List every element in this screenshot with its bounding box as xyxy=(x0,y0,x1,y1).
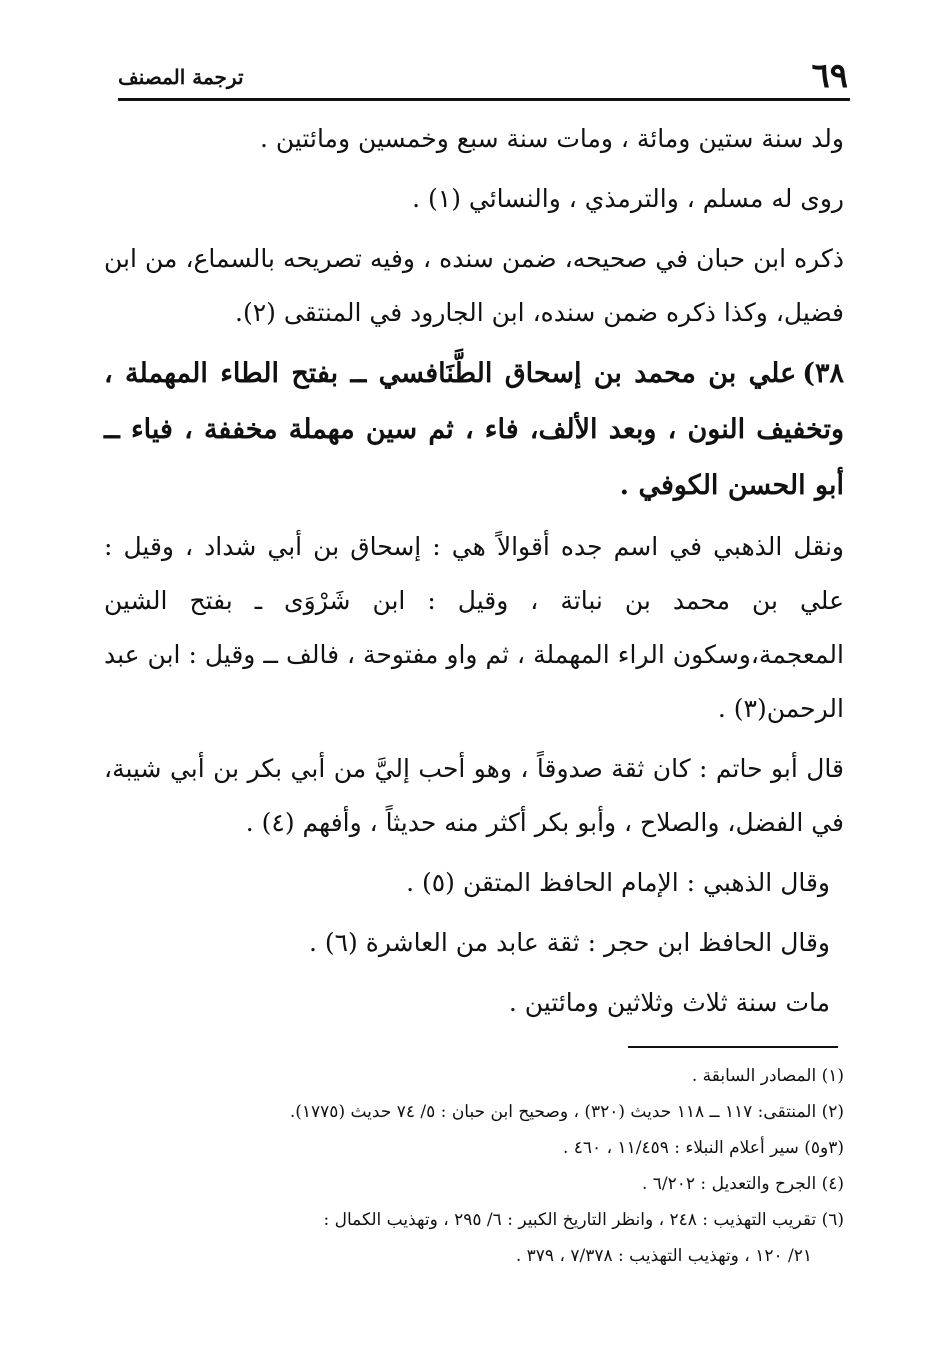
footnote-separator xyxy=(628,1046,838,1048)
footnote: (٦) تقريب التهذيب : ٢٤٨ ، وانظر التاريخ الكبير : ٦/ ٢٩٥ ، وتهذيب الكمال : xyxy=(323,1210,844,1230)
footnote: (٣و٥) سير أعلام النبلاء : ١١/٤٥٩ ، ٤٦٠ . xyxy=(562,1138,844,1158)
paragraph: ولد سنة ستين ومائة ، ومات سنة سبع وخمسين ومائتين . xyxy=(259,124,844,153)
paragraph: ذكره ابن حبان في صحيحه، ضمن سنده ، وفيه تصريحه بالسماع، من ابن فضيل، وكذا ذكره ضمن سنده، ابن الجارود في المنتقى (٢). xyxy=(104,244,844,327)
paragraph: روى له مسلم ، والترمذي ، والنسائي (١) . xyxy=(412,184,844,213)
entry-heading-text: علي بن محمد بن إسحاق الطَّنَافسي ــ بفتح الطاء المهملة ، وتخفيف النون ، وبعد الألف، فاء ، ثم سين مهملة مخففة ، فياء ــ أبو الحسن الكوفي . xyxy=(104,358,844,501)
main-text xyxy=(104,112,844,1030)
biography-entry-heading xyxy=(104,346,844,514)
paragraph: قال أبو حاتم : كان ثقة صدوقاً ، وهو أحب إليَّ من أبي بكر بن أبي شيبة، في الفضل، والصلاح ، وأبو بكر أكثر منه حديثاً ، وأفهم (٤) . xyxy=(104,754,844,837)
running-title: ترجمة المصنف xyxy=(118,65,244,89)
paragraph: وقال الذهبي : الإمام الحافظ المتقن (٥) . xyxy=(406,868,830,897)
paragraph: ونقل الذهبي في اسم جده أقوالاً هي : إسحاق بن أبي شداد ، وقيل : علي بن محمد بن نباتة ، وقيل : ابن شَرْوَى ـ بفتح الشين المعجمة،وسكون الراء المهملة ، ثم واو مفتوحة ، فالف ــ وقيل : ابن عبد الرحمن(٣) . xyxy=(104,532,844,723)
page-number: ٦٩ xyxy=(811,56,848,96)
header-rule xyxy=(118,98,850,101)
paragraph: مات سنة ثلاث وثلاثين ومائتين . xyxy=(508,988,830,1017)
entry-number: ٣٨) xyxy=(802,358,844,389)
footnote: (٤) الجرح والتعديل : ٦/٢٠٢ . xyxy=(641,1174,844,1194)
footnotes xyxy=(104,1058,844,1274)
paragraph: وقال الحافظ ابن حجر : ثقة عابد من العاشرة (٦) . xyxy=(308,928,830,957)
footnote: (٢) المنتقى: ١١٧ ــ ١١٨ حديث (٣٢٠) ، وصحيح ابن حبان : ٥/ ٧٤ حديث (١٧٧٥). xyxy=(289,1102,844,1122)
footnote: (١) المصادر السابقة . xyxy=(691,1066,844,1086)
page-header xyxy=(118,56,848,96)
footnote-continuation: ٢١/ ١٢٠ ، وتهذيب التهذيب : ٧/٣٧٨ ، ٣٧٩ . xyxy=(515,1246,812,1266)
